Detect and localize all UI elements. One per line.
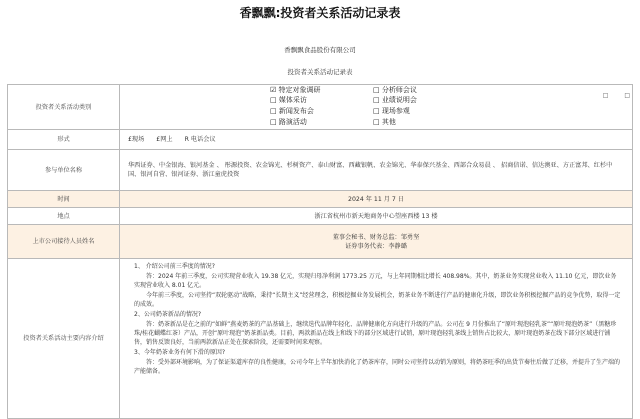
content-paragraph: 2、公司奶茶新品的情况? xyxy=(134,311,202,318)
category-option[interactable]: □ 其他 xyxy=(373,118,396,126)
category-option[interactable]: □ 媒体采访 xyxy=(270,96,307,104)
category-options xyxy=(120,85,632,129)
time-value: 2024 年 11 月 7 日 xyxy=(120,191,633,208)
category-label: 投资者关系活动类别 xyxy=(8,85,120,130)
category-option[interactable]: □ 路演活动 xyxy=(270,118,307,126)
participants-row xyxy=(8,150,633,191)
form-label: 形式 xyxy=(8,130,120,150)
checkbox-icon[interactable]: □ xyxy=(624,92,630,99)
company-name: 香飘飘食品股份有限公司 xyxy=(284,46,356,54)
participants-label: 参与单位名称 xyxy=(8,150,120,191)
participants-value: 华西证券、中金银海、银河基金 、 彤源投资、农金锦光、杉树资产、泰山财富、西藏银帆、农金锦光、华泰保兴基金、西部合众易晨 、 招商信诺、信达澳亚、方正富邦、红杉中国、银河自营、银河证券、浙江童虎投资 xyxy=(120,150,633,191)
category-option[interactable]: □ 现场参观 xyxy=(373,107,410,115)
content-paragraph: 答：受外部环境影响，为了保证渠道库存的良性健康，公司今年上半年加快消化了奶茶库存，同时公司坚持以动销为原则，将奶茶旺季的出货节奏往后做了迁移，并提升了生产端的产能储备。 xyxy=(134,359,621,375)
reception-label: 上市公司接待人员姓名 xyxy=(8,225,120,259)
reception-row xyxy=(8,225,633,259)
reception-line: 董事会秘书、财务总监：邹勇坚 xyxy=(332,233,420,241)
form-option-onsite[interactable]: £现场 xyxy=(128,136,145,143)
corner-checkboxes xyxy=(589,91,630,100)
reception-value xyxy=(120,225,633,259)
main-content-label: 投资者关系活动主要内容介绍 xyxy=(8,259,120,419)
form-option-online[interactable]: £网上 xyxy=(156,136,173,143)
time-row xyxy=(8,191,633,208)
content-paragraph: 1、 介绍公司前三季度的情况? xyxy=(134,263,215,270)
place-row xyxy=(8,208,633,225)
category-row xyxy=(8,85,633,130)
reception-line: 证券事务代表：李静璐 xyxy=(345,242,407,250)
record-table xyxy=(7,84,633,419)
time-label: 时间 xyxy=(8,191,120,208)
content-paragraph: 答：2024 年前三季度，公司实现营业收入 19.38 亿元，实现归母净利润 1773.25 万元，与上年同期相比增长 408.98%。其中，奶茶业务实现营业收入 11.10 亿元，即饮业务实现营业收入 8.01 亿元。 xyxy=(134,273,617,289)
form-options xyxy=(120,130,633,150)
form-row xyxy=(8,130,633,150)
main-content-row xyxy=(8,259,633,419)
form-option-phone[interactable]: R 电话会议 xyxy=(184,136,216,143)
document-subtitle: 投资者关系活动记录表 xyxy=(287,68,353,76)
category-option[interactable]: □ 业绩说明会 xyxy=(373,96,417,104)
content-paragraph: 3、今年奶茶业务有何下滑的原因? xyxy=(134,349,226,356)
category-option[interactable]: □ 新闻发布会 xyxy=(270,107,314,115)
main-content xyxy=(120,259,633,419)
checkbox-icon[interactable]: □ xyxy=(602,92,609,99)
category-option[interactable]: ☑ 特定对象调研 xyxy=(270,86,321,94)
place-value: 浙江省杭州市新天地商务中心望座西楼 13 楼 xyxy=(120,208,633,225)
category-option[interactable]: □ 分析师会议 xyxy=(373,86,417,94)
place-label: 地点 xyxy=(8,208,120,225)
content-paragraph: 答：奶茶新品是在之前的“如鲜”燕麦奶茶的产品基础上，继续迭代品牌年轻化、品牌健康化方向进行升级的产品。公司在 9 月份推出了“原叶现泡轻乳茶”“原叶现泡奶茶”（黑糖珍珠/桂花蝴蝶红茶）产品，开创“原叶现泡”奶茶新品类。目前，两款新品在线上和线下的部分区域进行试销，原叶现泡轻乳茶线上销售占比较大，原叶现泡奶茶在线下部分区域进行铺售，销售反馈良好，当前两款新品正处在探索阶段，还需要时间来观察。 xyxy=(134,321,617,346)
page-title: 香飘飘:投资者关系活动记录表 xyxy=(239,6,401,20)
content-paragraph: 今年前三季度，公司坚持“双轮驱动”战略，秉持“长期主义”经营理念，积极挖掘业务发展机会，奶茶业务不断进行产品的健康化升级，即饮业务积极挖掘产品的竞争优势，取得一定的成效。 xyxy=(134,292,621,308)
